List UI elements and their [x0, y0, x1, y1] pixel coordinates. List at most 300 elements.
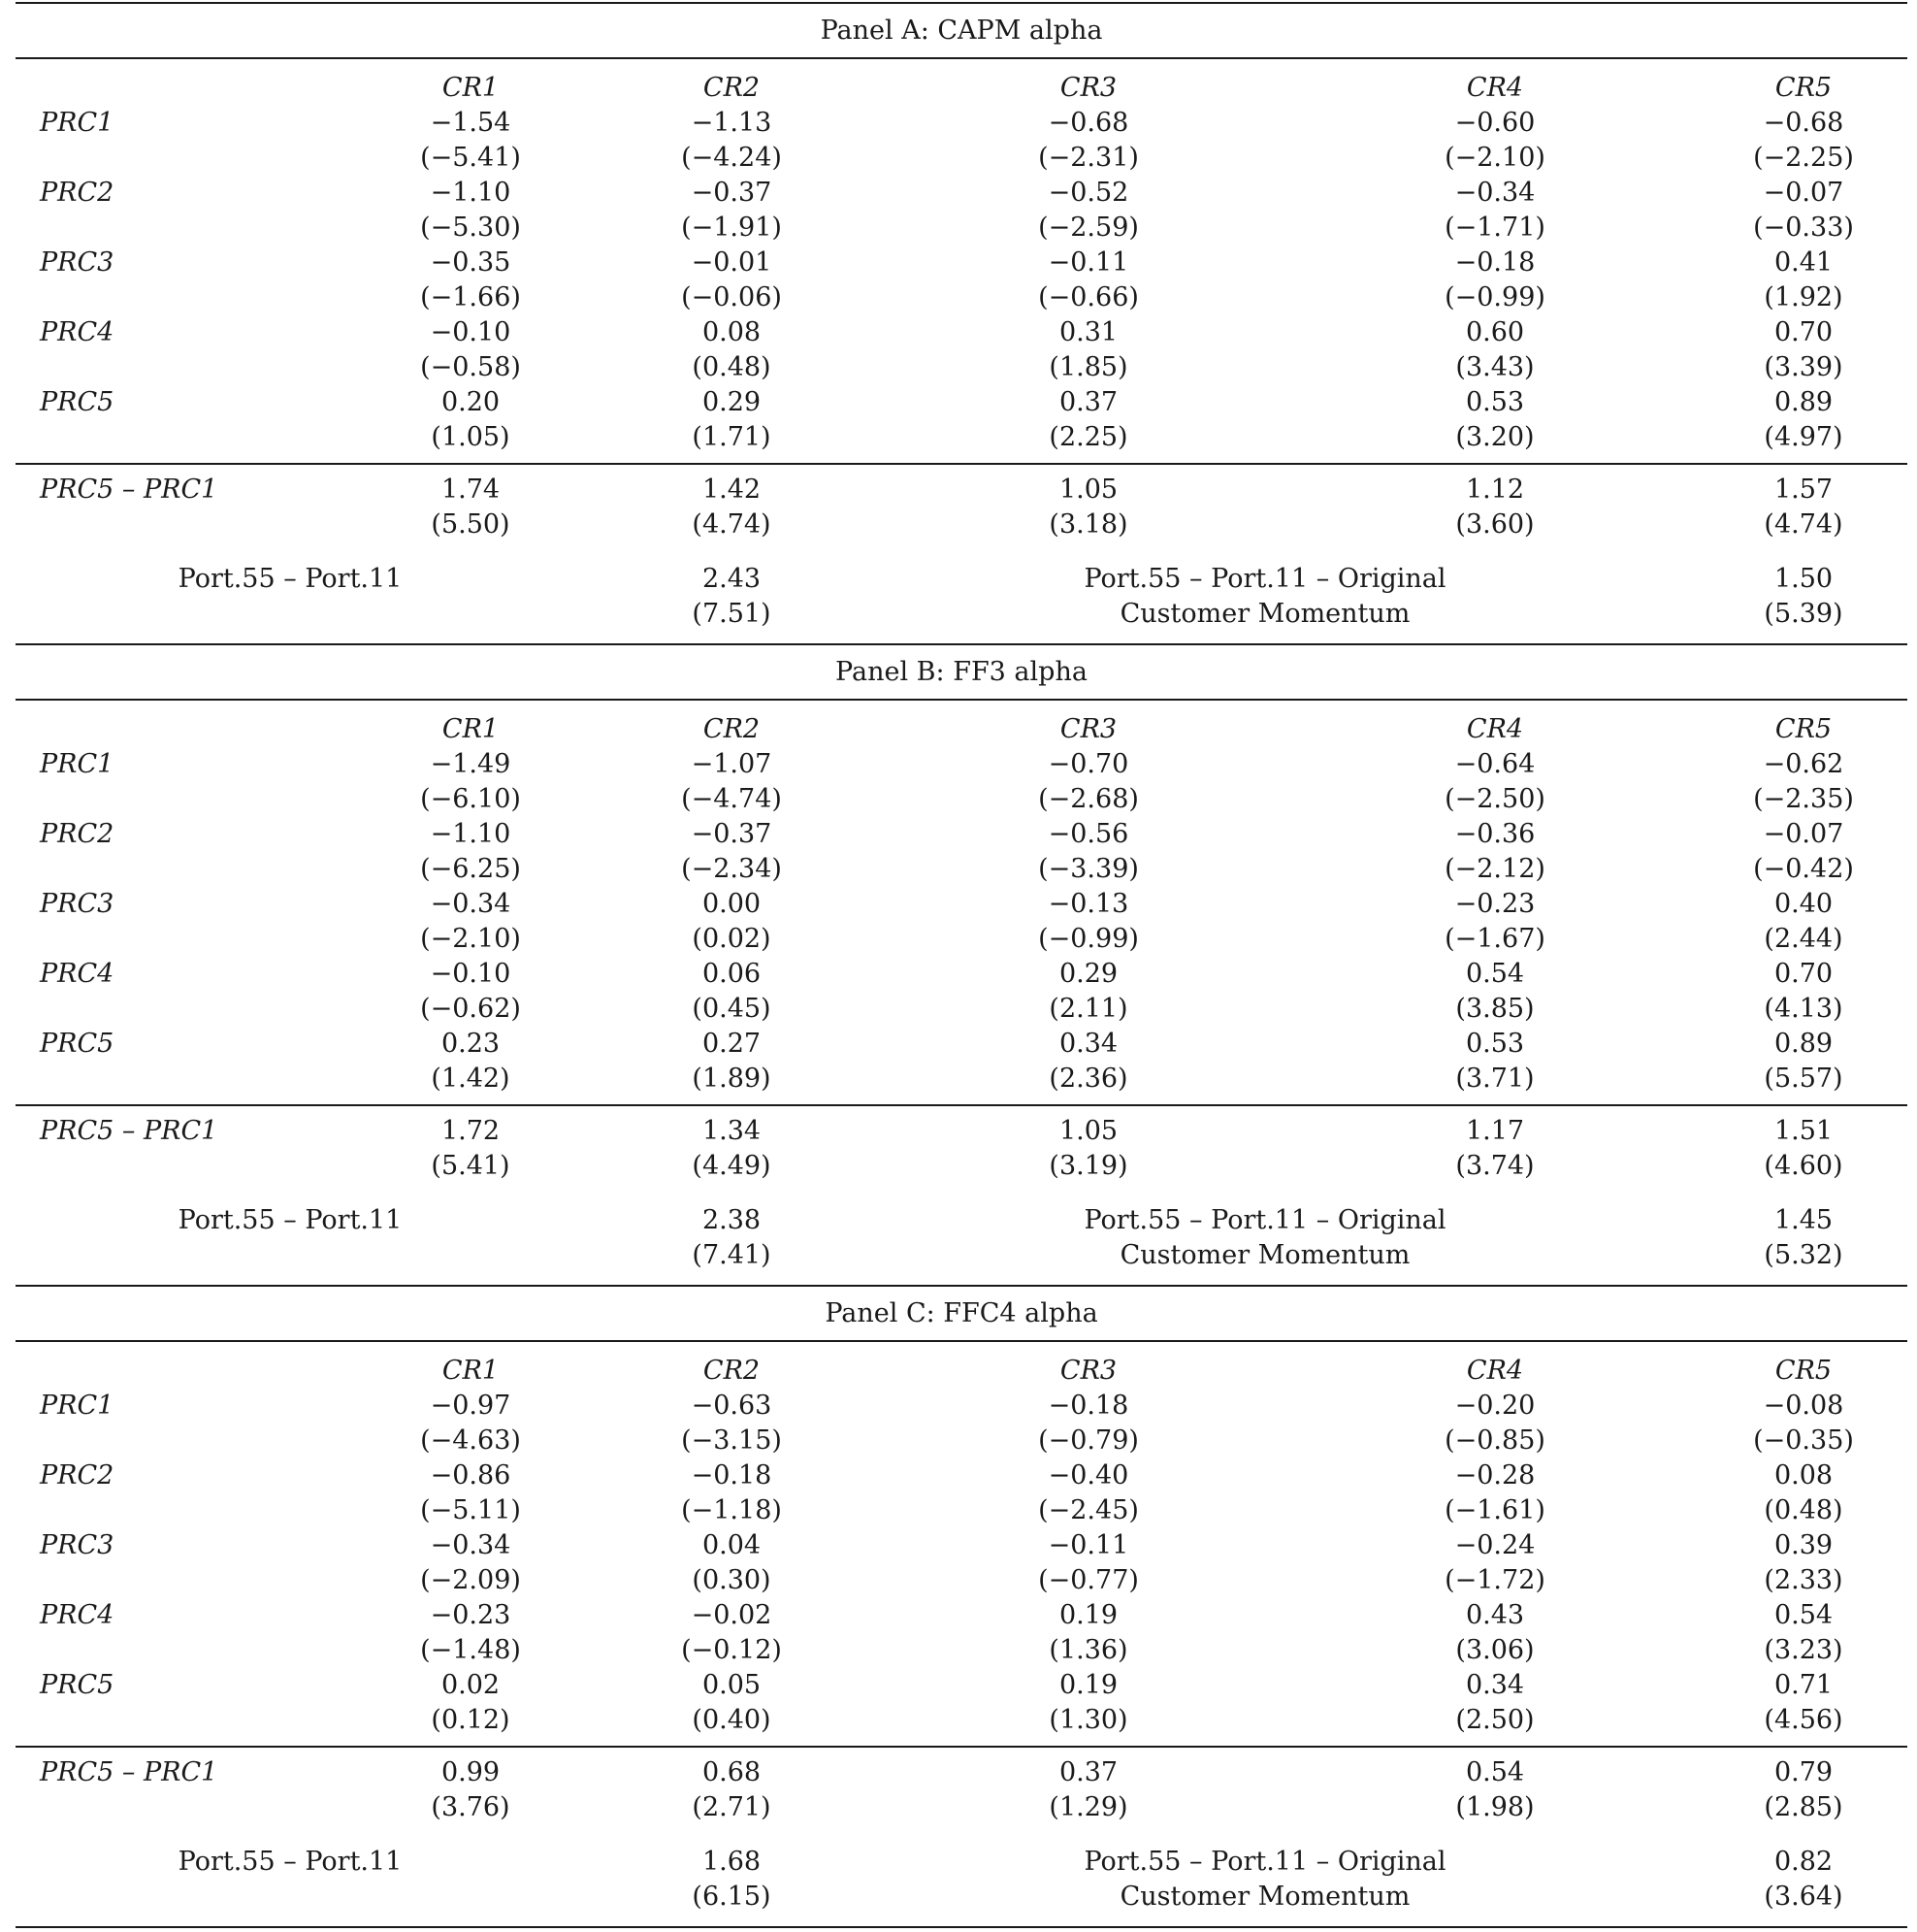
table-row	[16, 1528, 1907, 1563]
spacer	[16, 701, 1907, 712]
alpha-value: −0.02	[691, 1600, 772, 1630]
port-diff-tstat: (7.51)	[692, 599, 771, 629]
alpha-value: −0.18	[691, 1460, 772, 1490]
t-stat: (−3.15)	[681, 1425, 782, 1456]
spacer	[16, 632, 1907, 643]
table-row	[16, 747, 1907, 782]
alpha-value: 0.19	[1058, 1670, 1119, 1700]
column-header-row	[16, 1354, 1907, 1389]
port-diff-label: Port.55 – Port.11	[178, 1205, 403, 1235]
alpha-value: −0.37	[691, 178, 772, 208]
alpha-value: −0.34	[430, 889, 511, 919]
spacer	[16, 1825, 1907, 1845]
t-stat: (3.39)	[1764, 352, 1843, 382]
alpha-value: −0.36	[1454, 819, 1536, 849]
t-stat: (−2.45)	[1038, 1495, 1139, 1525]
table-row	[16, 1458, 1907, 1493]
t-stat: (3.20)	[1455, 422, 1535, 452]
port-diff-value: 2.43	[701, 564, 762, 594]
t-stat: (2.36)	[1049, 1064, 1128, 1094]
t-stat: (−1.18)	[681, 1495, 782, 1525]
t-stat: (1.89)	[692, 1064, 771, 1094]
spacer	[16, 1738, 1907, 1746]
column-header-row	[16, 71, 1907, 106]
t-stat: (−0.77)	[1038, 1565, 1139, 1595]
port-diff-label: Port.55 – Port.11	[178, 564, 403, 594]
t-stat: (1.30)	[1049, 1705, 1128, 1735]
port-diff-value: 2.38	[701, 1205, 762, 1235]
column-header-cr1: CR1	[441, 73, 500, 103]
alpha-value: −0.08	[1763, 1391, 1844, 1421]
row-label-prc2: PRC2	[40, 1460, 114, 1490]
spread-tstat: (3.18)	[1049, 509, 1128, 540]
spread-tstat: (3.60)	[1455, 509, 1535, 540]
spread-value: 1.05	[1058, 1116, 1119, 1146]
spacer	[16, 1097, 1907, 1104]
t-stat: (−0.62)	[420, 994, 521, 1024]
t-stat: (−2.10)	[1445, 143, 1545, 173]
spread-label: PRC5 – PRC1	[40, 475, 218, 505]
original-momentum-tstat: (3.64)	[1764, 1882, 1843, 1912]
table-row	[16, 887, 1907, 922]
spread-label: PRC5 – PRC1	[40, 1116, 218, 1146]
row-label-prc5: PRC5	[40, 1670, 114, 1700]
table-row-tstat	[16, 1563, 1907, 1598]
alpha-value: 0.37	[1058, 387, 1119, 417]
alpha-value: 0.23	[440, 1029, 501, 1059]
spread-row	[16, 1114, 1907, 1149]
table-row	[16, 1389, 1907, 1424]
alpha-value: −0.60	[1454, 108, 1536, 138]
alpha-value: 0.06	[701, 959, 762, 989]
table-row	[16, 1027, 1907, 1062]
t-stat: (0.45)	[692, 994, 771, 1024]
alpha-value: 0.02	[440, 1670, 501, 1700]
t-stat: (−6.10)	[420, 784, 521, 814]
alpha-value: 0.70	[1773, 959, 1834, 989]
alpha-value: −0.52	[1048, 178, 1129, 208]
spread-value: 0.68	[701, 1757, 762, 1787]
t-stat: (1.71)	[692, 422, 771, 452]
t-stat: (−1.61)	[1445, 1495, 1545, 1525]
t-stat: (−6.25)	[420, 854, 521, 884]
alpha-value: −0.34	[1454, 178, 1536, 208]
port-row-tstat	[16, 1238, 1907, 1273]
alpha-value: −0.11	[1048, 247, 1129, 278]
t-stat: (−2.68)	[1038, 784, 1139, 814]
spread-tstat: (2.71)	[692, 1792, 771, 1822]
alpha-value: 0.31	[1058, 317, 1119, 347]
column-header-cr1: CR1	[441, 1356, 500, 1386]
alpha-value: −0.23	[1454, 889, 1536, 919]
spread-tstat: (4.49)	[692, 1151, 771, 1181]
alpha-value: 0.53	[1465, 387, 1525, 417]
original-momentum-label-line2: Customer Momentum	[1120, 599, 1411, 629]
row-label-prc2: PRC2	[40, 178, 114, 208]
table-row	[16, 385, 1907, 420]
spread-value: 1.42	[701, 475, 762, 505]
alpha-value: 0.71	[1773, 1670, 1834, 1700]
panel-title: Panel B: FF3 alpha	[835, 657, 1088, 687]
t-stat: (−0.12)	[681, 1635, 782, 1665]
original-momentum-tstat: (5.32)	[1764, 1240, 1843, 1270]
t-stat: (3.06)	[1455, 1635, 1535, 1665]
row-label-prc5: PRC5	[40, 387, 114, 417]
t-stat: (−2.34)	[681, 854, 782, 884]
column-header-cr3: CR3	[1059, 1356, 1118, 1386]
spread-value: 1.05	[1058, 475, 1119, 505]
alpha-value: −0.68	[1763, 108, 1844, 138]
spread-value: 1.12	[1465, 475, 1525, 505]
alpha-value: 0.29	[1058, 959, 1119, 989]
original-momentum-label: Port.55 – Port.11 – Original	[1084, 564, 1446, 594]
alpha-value: 0.43	[1465, 1600, 1525, 1630]
t-stat: (2.44)	[1764, 924, 1843, 954]
spread-value: 1.34	[701, 1116, 762, 1146]
column-header-cr4: CR4	[1466, 73, 1524, 103]
t-stat: (−4.63)	[420, 1425, 521, 1456]
alpha-value: 0.70	[1773, 317, 1834, 347]
table-row-tstat	[16, 420, 1907, 455]
alpha-value: −0.10	[430, 959, 511, 989]
panel-bottom-rule	[16, 1926, 1907, 1928]
t-stat: (−2.59)	[1038, 213, 1139, 243]
alpha-value: −1.10	[430, 178, 511, 208]
t-stat: (0.48)	[692, 352, 771, 382]
table-row-tstat	[16, 922, 1907, 957]
alpha-value: −0.34	[430, 1530, 511, 1560]
alpha-value: 0.19	[1058, 1600, 1119, 1630]
t-stat: (3.71)	[1455, 1064, 1535, 1094]
row-label-prc5: PRC5	[40, 1029, 114, 1059]
table-row	[16, 176, 1907, 211]
t-stat: (1.42)	[431, 1064, 510, 1094]
alpha-value: 0.27	[701, 1029, 762, 1059]
table-row-tstat	[16, 280, 1907, 315]
original-momentum-label-line2: Customer Momentum	[1120, 1882, 1411, 1912]
alpha-value: 0.04	[701, 1530, 762, 1560]
spacer	[16, 1184, 1907, 1203]
t-stat: (−0.79)	[1038, 1425, 1139, 1456]
table-row	[16, 957, 1907, 992]
spacer	[16, 1106, 1907, 1114]
alpha-value: 0.60	[1465, 317, 1525, 347]
spread-value: 0.37	[1058, 1757, 1119, 1787]
spread-row-tstat	[16, 1790, 1907, 1825]
alpha-value: 0.29	[701, 387, 762, 417]
column-header-cr5: CR5	[1774, 714, 1833, 744]
alpha-value: −0.13	[1048, 889, 1129, 919]
alpha-value: 0.34	[1465, 1670, 1525, 1700]
t-stat: (1.92)	[1764, 282, 1843, 312]
t-stat: (5.57)	[1764, 1064, 1843, 1094]
column-header-cr3: CR3	[1059, 714, 1118, 744]
alpha-value: 0.08	[1773, 1460, 1834, 1490]
table-row	[16, 246, 1907, 280]
alpha-value: −0.63	[691, 1391, 772, 1421]
alpha-value: −0.07	[1763, 178, 1844, 208]
alpha-value: −0.64	[1454, 749, 1536, 779]
original-momentum-value: 0.82	[1773, 1847, 1834, 1877]
alpha-value: 0.20	[440, 387, 501, 417]
spread-value: 0.54	[1465, 1757, 1525, 1787]
spacer	[16, 1342, 1907, 1354]
row-label-prc4: PRC4	[40, 1600, 114, 1630]
t-stat: (−2.25)	[1753, 143, 1854, 173]
t-stat: (0.30)	[692, 1565, 771, 1595]
alpha-value: −0.37	[691, 819, 772, 849]
t-stat: (2.33)	[1764, 1565, 1843, 1595]
column-header-row	[16, 712, 1907, 747]
t-stat: (0.48)	[1764, 1495, 1843, 1525]
alpha-value: −1.07	[691, 749, 772, 779]
alpha-value: −1.54	[430, 108, 511, 138]
spread-tstat: (4.74)	[1764, 509, 1843, 540]
spread-tstat: (1.29)	[1049, 1792, 1128, 1822]
spread-value: 0.79	[1773, 1757, 1834, 1787]
t-stat: (−5.41)	[420, 143, 521, 173]
t-stat: (−0.33)	[1753, 213, 1854, 243]
alpha-value: 0.54	[1773, 1600, 1834, 1630]
alpha-value: −0.01	[691, 247, 772, 278]
alpha-value: 0.39	[1773, 1530, 1834, 1560]
alpha-value: −0.97	[430, 1391, 511, 1421]
spacer	[16, 1915, 1907, 1926]
panel-a	[16, 4, 1907, 645]
spread-tstat: (2.85)	[1764, 1792, 1843, 1822]
spread-tstat: (5.50)	[431, 509, 510, 540]
alpha-value: 0.89	[1773, 1029, 1834, 1059]
alpha-value: −1.49	[430, 749, 511, 779]
t-stat: (−4.74)	[681, 784, 782, 814]
spread-row-tstat	[16, 1149, 1907, 1184]
spread-row-tstat	[16, 508, 1907, 542]
column-header-cr2: CR2	[702, 73, 761, 103]
port-row	[16, 1845, 1907, 1880]
alpha-value: −0.62	[1763, 749, 1844, 779]
port-row	[16, 562, 1907, 597]
t-stat: (−0.99)	[1445, 282, 1545, 312]
t-stat: (−0.35)	[1753, 1425, 1854, 1456]
t-stat: (0.12)	[431, 1705, 510, 1735]
row-label-prc4: PRC4	[40, 317, 114, 347]
t-stat: (4.97)	[1764, 422, 1843, 452]
t-stat: (2.50)	[1455, 1705, 1535, 1735]
spacer	[16, 1273, 1907, 1285]
original-momentum-value: 1.45	[1773, 1205, 1834, 1235]
table-row-tstat	[16, 782, 1907, 817]
alpha-value: −0.56	[1048, 819, 1129, 849]
spread-row	[16, 473, 1907, 508]
alpha-value: 0.53	[1465, 1029, 1525, 1059]
table-row-tstat	[16, 1633, 1907, 1668]
alpha-value: −0.11	[1048, 1530, 1129, 1560]
t-stat: (4.56)	[1764, 1705, 1843, 1735]
t-stat: (−2.09)	[420, 1565, 521, 1595]
t-stat: (2.11)	[1049, 994, 1128, 1024]
t-stat: (−2.10)	[420, 924, 521, 954]
spacer	[16, 1748, 1907, 1755]
t-stat: (3.85)	[1455, 994, 1535, 1024]
spread-value: 1.51	[1773, 1116, 1834, 1146]
alpha-value: −0.40	[1048, 1460, 1129, 1490]
column-header-cr4: CR4	[1466, 1356, 1524, 1386]
t-stat: (1.85)	[1049, 352, 1128, 382]
alpha-value: −0.35	[430, 247, 511, 278]
alpha-value: 0.08	[701, 317, 762, 347]
t-stat: (−4.24)	[681, 143, 782, 173]
alpha-table	[16, 2, 1907, 1928]
row-label-prc4: PRC4	[40, 959, 114, 989]
t-stat: (−0.85)	[1445, 1425, 1545, 1456]
spread-value: 1.57	[1773, 475, 1834, 505]
port-row	[16, 1203, 1907, 1238]
t-stat: (−2.31)	[1038, 143, 1139, 173]
port-diff-label: Port.55 – Port.11	[178, 1847, 403, 1877]
table-row-tstat	[16, 141, 1907, 176]
table-row	[16, 1668, 1907, 1703]
t-stat: (−0.58)	[420, 352, 521, 382]
t-stat: (−0.99)	[1038, 924, 1139, 954]
original-momentum-label: Port.55 – Port.11 – Original	[1084, 1847, 1446, 1877]
table-row	[16, 817, 1907, 852]
alpha-value: −0.20	[1454, 1391, 1536, 1421]
table-row-tstat	[16, 1062, 1907, 1097]
t-stat: (−1.71)	[1445, 213, 1545, 243]
column-header-cr5: CR5	[1774, 1356, 1833, 1386]
table-row	[16, 315, 1907, 350]
table-row-tstat	[16, 852, 1907, 887]
row-label-prc1: PRC1	[40, 749, 114, 779]
column-header-cr3: CR3	[1059, 73, 1118, 103]
port-diff-tstat: (7.41)	[692, 1240, 771, 1270]
alpha-value: −0.18	[1454, 247, 1536, 278]
table-row	[16, 1598, 1907, 1633]
row-label-prc3: PRC3	[40, 1530, 114, 1560]
alpha-value: −0.86	[430, 1460, 511, 1490]
alpha-value: −0.24	[1454, 1530, 1536, 1560]
spread-value: 1.17	[1465, 1116, 1525, 1146]
table-row-tstat	[16, 1703, 1907, 1738]
spread-tstat: (5.41)	[431, 1151, 510, 1181]
column-header-cr2: CR2	[702, 1356, 761, 1386]
t-stat: (−5.11)	[420, 1495, 521, 1525]
t-stat: (−2.35)	[1753, 784, 1854, 814]
port-row-tstat	[16, 1880, 1907, 1915]
t-stat: (0.02)	[692, 924, 771, 954]
alpha-value: 0.05	[701, 1670, 762, 1700]
table-row-tstat	[16, 992, 1907, 1027]
table-row-tstat	[16, 1424, 1907, 1458]
spread-tstat: (4.74)	[692, 509, 771, 540]
t-stat: (3.23)	[1764, 1635, 1843, 1665]
row-label-prc1: PRC1	[40, 108, 114, 138]
t-stat: (1.36)	[1049, 1635, 1128, 1665]
panel-c	[16, 1287, 1907, 1928]
row-label-prc2: PRC2	[40, 819, 114, 849]
t-stat: (−0.06)	[681, 282, 782, 312]
spacer	[16, 465, 1907, 473]
original-momentum-label: Port.55 – Port.11 – Original	[1084, 1205, 1446, 1235]
original-momentum-tstat: (5.39)	[1764, 599, 1843, 629]
t-stat: (−5.30)	[420, 213, 521, 243]
t-stat: (1.05)	[431, 422, 510, 452]
alpha-value: 0.89	[1773, 387, 1834, 417]
spread-tstat: (4.60)	[1764, 1151, 1843, 1181]
alpha-value: −0.07	[1763, 819, 1844, 849]
alpha-value: 0.54	[1465, 959, 1525, 989]
t-stat: (−0.66)	[1038, 282, 1139, 312]
t-stat: (−1.66)	[420, 282, 521, 312]
spread-value: 1.72	[440, 1116, 501, 1146]
spread-tstat: (3.74)	[1455, 1151, 1535, 1181]
t-stat: (−1.48)	[420, 1635, 521, 1665]
alpha-value: −0.70	[1048, 749, 1129, 779]
t-stat: (−3.39)	[1038, 854, 1139, 884]
alpha-value: −0.68	[1048, 108, 1129, 138]
spread-tstat: (3.19)	[1049, 1151, 1128, 1181]
original-momentum-label-line2: Customer Momentum	[1120, 1240, 1411, 1270]
column-header-cr1: CR1	[441, 714, 500, 744]
alpha-value: 0.34	[1058, 1029, 1119, 1059]
t-stat: (2.25)	[1049, 422, 1128, 452]
t-stat: (3.43)	[1455, 352, 1535, 382]
panel-title: Panel A: CAPM alpha	[820, 16, 1103, 46]
column-header-cr2: CR2	[702, 714, 761, 744]
row-label-prc3: PRC3	[40, 247, 114, 278]
t-stat: (−1.67)	[1445, 924, 1545, 954]
port-row-tstat	[16, 597, 1907, 632]
table-row-tstat	[16, 350, 1907, 385]
alpha-value: 0.40	[1773, 889, 1834, 919]
alpha-value: 0.00	[701, 889, 762, 919]
alpha-value: −1.10	[430, 819, 511, 849]
t-stat: (−2.12)	[1445, 854, 1545, 884]
t-stat: (−1.72)	[1445, 1565, 1545, 1595]
spread-label: PRC5 – PRC1	[40, 1757, 218, 1787]
spread-value: 1.74	[440, 475, 501, 505]
t-stat: (0.40)	[692, 1705, 771, 1735]
port-diff-value: 1.68	[701, 1847, 762, 1877]
alpha-value: −0.28	[1454, 1460, 1536, 1490]
t-stat: (−2.50)	[1445, 784, 1545, 814]
column-header-cr5: CR5	[1774, 73, 1833, 103]
spread-row	[16, 1755, 1907, 1790]
t-stat: (−1.91)	[681, 213, 782, 243]
row-label-prc1: PRC1	[40, 1391, 114, 1421]
spacer	[16, 59, 1907, 71]
panel-title: Panel C: FFC4 alpha	[825, 1298, 1098, 1328]
port-diff-tstat: (6.15)	[692, 1882, 771, 1912]
panel-b	[16, 645, 1907, 1287]
alpha-value: −0.10	[430, 317, 511, 347]
t-stat: (−0.42)	[1753, 854, 1854, 884]
spread-tstat: (3.76)	[431, 1792, 510, 1822]
spacer	[16, 542, 1907, 562]
spacer	[16, 455, 1907, 463]
alpha-value: 0.41	[1773, 247, 1834, 278]
table-row-tstat	[16, 1493, 1907, 1528]
t-stat: (4.13)	[1764, 994, 1843, 1024]
alpha-value: −0.18	[1048, 1391, 1129, 1421]
alpha-value: −1.13	[691, 108, 772, 138]
spread-tstat: (1.98)	[1455, 1792, 1535, 1822]
row-label-prc3: PRC3	[40, 889, 114, 919]
spread-value: 0.99	[440, 1757, 501, 1787]
column-header-cr4: CR4	[1466, 714, 1524, 744]
table-row	[16, 106, 1907, 141]
alpha-value: −0.23	[430, 1600, 511, 1630]
